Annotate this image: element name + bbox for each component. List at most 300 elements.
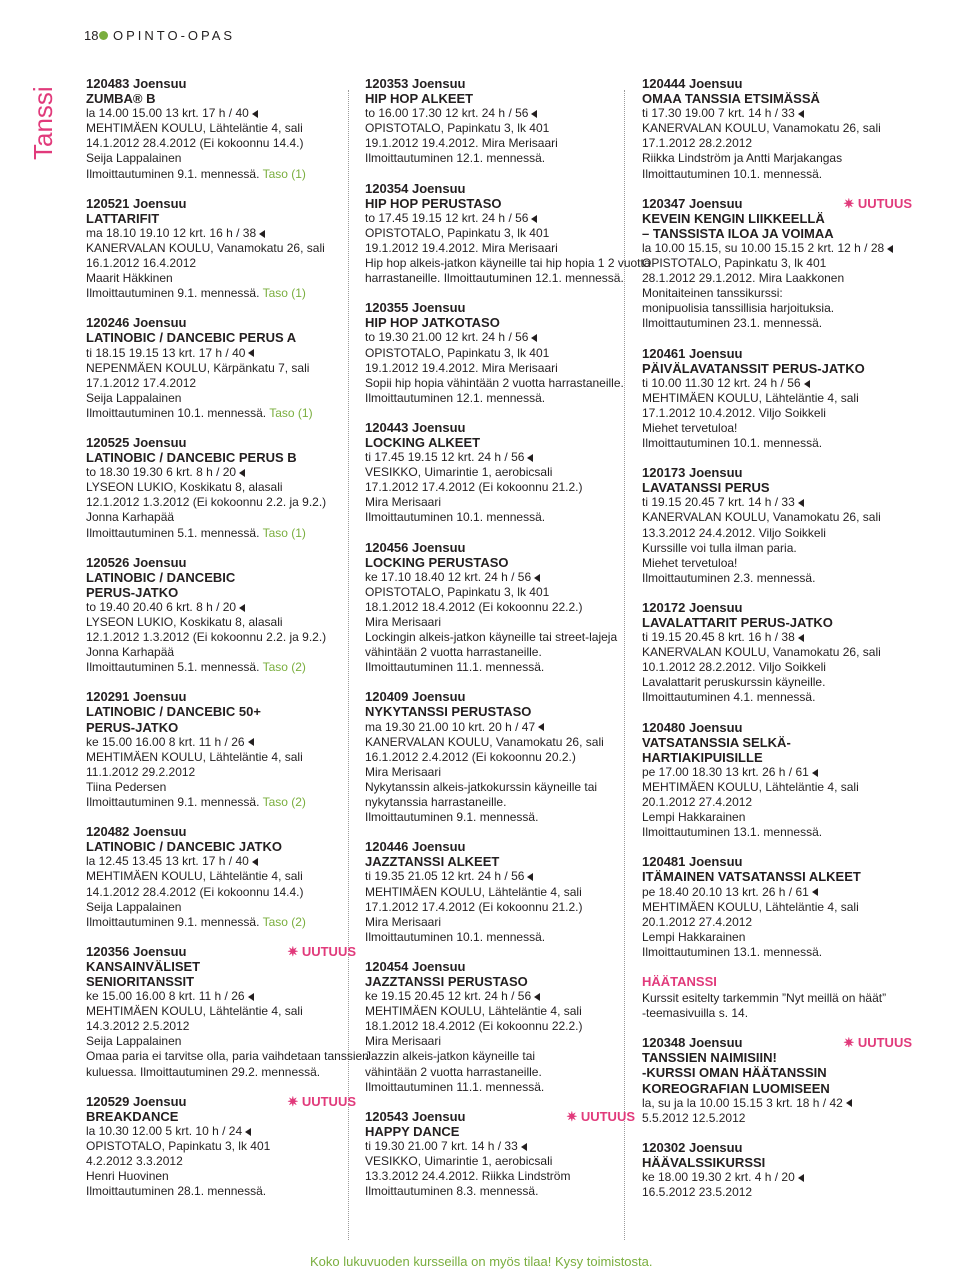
course-title: PERUS-JATKO bbox=[86, 584, 179, 600]
course-id bbox=[365, 420, 635, 435]
course-title: – TANSSISTA ILOA JA VOIMAA bbox=[642, 225, 834, 241]
course-detail-text: Ilmoittautuminen 8.3. mennessä. bbox=[365, 1184, 539, 1199]
course-detail bbox=[642, 121, 912, 136]
section-label: Tanssi bbox=[28, 86, 58, 160]
course-detail-text: ti 17.45 19.15 12 krt. 24 h / 56 bbox=[365, 450, 525, 465]
course-id bbox=[642, 720, 912, 735]
course-detail bbox=[642, 167, 912, 182]
course-title: ZUMBA® B bbox=[86, 91, 156, 107]
course-detail bbox=[642, 406, 912, 421]
course-detail bbox=[365, 361, 635, 376]
course-detail bbox=[642, 915, 912, 930]
course-detail-text: Mira Merisaari bbox=[365, 495, 442, 510]
course-block bbox=[365, 420, 635, 526]
course-detail-text: Jonna Karhapää bbox=[86, 510, 175, 525]
course-detail bbox=[86, 151, 356, 166]
triangle-icon bbox=[812, 769, 818, 777]
course-title: BREAKDANCE bbox=[86, 1108, 179, 1124]
course-detail bbox=[642, 645, 912, 660]
course-detail bbox=[642, 391, 912, 406]
triangle-icon bbox=[798, 634, 804, 642]
course-detail-text: Lempi Hakkarainen bbox=[642, 810, 746, 825]
course-detail bbox=[642, 510, 912, 525]
course-detail-text: Lockingin alkeis-jatkon käyneille tai street-lajeja bbox=[365, 630, 618, 645]
course-block bbox=[642, 1035, 912, 1126]
triangle-icon bbox=[239, 469, 245, 477]
course-detail-text: KANERVALAN KOULU, Vanamokatu 26, sali bbox=[365, 734, 604, 749]
course-detail bbox=[86, 226, 356, 241]
course-detail-text: Mira Merisaari bbox=[365, 914, 442, 929]
course-detail-text: 17.1.2012 17.4.2012 (Ei kokoonnu 21.2.) bbox=[365, 899, 583, 914]
course-detail bbox=[365, 915, 635, 930]
course-detail bbox=[642, 106, 912, 121]
course-id-text: 120172 Joensuu bbox=[642, 599, 743, 615]
course-id bbox=[365, 959, 635, 974]
course-id-text: 120291 Joensuu bbox=[86, 689, 187, 705]
course-detail-text: Ilmoittautuminen 9.1. mennessä. bbox=[86, 166, 260, 181]
course-title: -KURSSI OMAN HÄÄTANSSIN bbox=[642, 1065, 827, 1081]
course-id bbox=[365, 689, 635, 704]
triangle-icon bbox=[527, 873, 533, 881]
course-detail bbox=[365, 151, 635, 166]
course-title: PERUS-JATKO bbox=[86, 719, 179, 735]
level-label: Taso (1) bbox=[269, 405, 313, 420]
course-id-text: 120355 Joensuu bbox=[365, 300, 466, 316]
course-detail-text: la 14.00 15.00 13 krt. 17 h / 40 bbox=[86, 106, 249, 121]
course-detail-text: MEHTIMÄEN KOULU, Lähteläntie 4, sali bbox=[365, 1004, 582, 1019]
course-detail bbox=[365, 450, 635, 465]
course-detail bbox=[365, 106, 635, 121]
course-detail bbox=[365, 570, 635, 585]
triangle-icon bbox=[531, 110, 537, 118]
course-detail bbox=[365, 1139, 635, 1154]
course-detail bbox=[642, 885, 912, 900]
course-detail-text: Ilmoittautuminen 9.1. mennessä. bbox=[365, 810, 539, 825]
course-detail bbox=[365, 241, 635, 256]
course-title: JAZZTANSSI ALKEET bbox=[365, 854, 500, 870]
course-detail-text: KANERVALAN KOULU, Vanamokatu 26, sali bbox=[86, 240, 325, 255]
course-block bbox=[642, 1140, 912, 1200]
course-detail bbox=[86, 869, 356, 884]
course-id bbox=[365, 1109, 635, 1124]
course-id bbox=[642, 854, 912, 869]
course-detail bbox=[86, 1019, 356, 1034]
course-id-text: 120456 Joensuu bbox=[365, 539, 466, 555]
course-detail bbox=[86, 660, 356, 675]
course-detail bbox=[642, 1170, 912, 1185]
course-id bbox=[642, 1140, 912, 1155]
course-detail-text: Ilmoittautuminen 23.1. mennessä. bbox=[642, 316, 823, 331]
footer-note: Koko lukuvuoden kursseilla on myös tilaa! Kysy toimistosta. bbox=[310, 1254, 653, 1269]
triangle-icon bbox=[798, 110, 804, 118]
course-detail-text: 16.5.2012 23.5.2012 bbox=[642, 1185, 753, 1200]
course-detail bbox=[642, 526, 912, 541]
course-column-3 bbox=[642, 76, 912, 1214]
course-title: LATINOBIC / DANCEBIC bbox=[86, 569, 236, 585]
course-detail bbox=[642, 286, 912, 301]
new-badge: ✷ UUTUUS bbox=[287, 1093, 356, 1109]
course-detail-text: 18.1.2012 18.4.2012 (Ei kokoonnu 22.2.) bbox=[365, 599, 583, 614]
course-detail bbox=[642, 630, 912, 645]
course-id bbox=[642, 196, 912, 211]
course-id-text: 120356 Joensuu bbox=[86, 943, 187, 959]
page-header bbox=[0, 0, 960, 60]
course-detail bbox=[642, 690, 912, 705]
course-detail-text: to 19.30 21.00 12 krt. 24 h / 56 bbox=[365, 330, 529, 345]
course-detail-text: ke 19.15 20.45 12 krt. 24 h / 56 bbox=[365, 989, 532, 1004]
course-title: LATINOBIC / DANCEBIC JATKO bbox=[86, 839, 282, 855]
course-detail-text: Seija Lappalainen bbox=[86, 151, 182, 166]
course-detail bbox=[365, 630, 635, 645]
course-detail bbox=[86, 854, 356, 869]
course-detail-text: OPISTOTALO, Papinkatu 3, lk 401 bbox=[642, 256, 827, 271]
course-detail bbox=[86, 1049, 369, 1064]
course-detail-text: ke 15.00 16.00 8 krt. 11 h / 26 bbox=[86, 989, 245, 1004]
course-detail-text: la 10.00 15.15, su 10.00 15.15 2 krt. 12 h / 28 bbox=[642, 240, 885, 255]
course-detail-text: 18.1.2012 18.4.2012 (Ei kokoonnu 22.2.) bbox=[365, 1019, 583, 1034]
course-block bbox=[365, 76, 635, 167]
course-detail-text: OPISTOTALO, Papinkatu 3, lk 401 bbox=[365, 584, 550, 599]
course-detail-text: Lempi Hakkarainen bbox=[642, 929, 746, 944]
course-detail bbox=[86, 167, 356, 182]
course-id bbox=[86, 196, 356, 211]
course-detail bbox=[365, 330, 635, 345]
triangle-icon bbox=[846, 1099, 852, 1107]
course-detail bbox=[86, 465, 356, 480]
course-detail bbox=[642, 316, 912, 331]
course-detail bbox=[86, 121, 356, 136]
course-detail-text: Ilmoittautuminen 12.1. mennessä. bbox=[365, 151, 546, 166]
course-title: LATINOBIC / DANCEBIC PERUS B bbox=[86, 450, 297, 466]
level-label: Taso (2) bbox=[262, 914, 306, 929]
course-detail-text: ti 18.15 19.15 13 krt. 17 h / 40 bbox=[86, 345, 246, 360]
triangle-icon bbox=[248, 738, 254, 746]
course-detail-text: vähintään 2 vuotta harrastaneille. bbox=[365, 1064, 542, 1079]
course-detail-text: Sopii hip hopia vähintään 2 vuotta harrastaneille. bbox=[365, 375, 624, 390]
course-id-text: 120348 Joensuu bbox=[642, 1035, 743, 1051]
course-detail-text: vähintään 2 vuotta harrastaneille. bbox=[365, 645, 542, 660]
course-detail bbox=[642, 376, 912, 391]
course-detail bbox=[86, 989, 356, 1004]
course-detail bbox=[86, 735, 356, 750]
course-detail bbox=[642, 241, 912, 256]
course-detail bbox=[365, 735, 635, 750]
course-id-text: 120347 Joensuu bbox=[642, 195, 743, 211]
level-label: Taso (1) bbox=[262, 286, 306, 301]
course-detail-text: harrastaneille. Ilmoittautuminen 12.1. mennessä. bbox=[365, 271, 624, 286]
course-detail-text: VESIKKO, Uimarintie 1, aerobicsali bbox=[365, 1154, 553, 1168]
course-detail bbox=[86, 406, 356, 421]
course-id-text: 120354 Joensuu bbox=[365, 180, 466, 196]
course-detail-text: Mira Merisaari bbox=[365, 615, 442, 629]
course-detail-text: MEHTIMÄEN KOULU, Lähteläntie 4, sali bbox=[86, 869, 303, 884]
course-title: HÄÄVALSSIKURSSI bbox=[642, 1154, 766, 1170]
course-detail-text: 17.1.2012 17.4.2012 bbox=[86, 375, 197, 390]
course-detail bbox=[642, 825, 912, 840]
triangle-icon bbox=[527, 454, 533, 462]
course-detail bbox=[365, 1019, 635, 1034]
course-title: LOCKING ALKEET bbox=[365, 434, 481, 450]
course-column-1 bbox=[86, 76, 369, 1213]
course-detail bbox=[365, 495, 635, 510]
course-detail bbox=[86, 1154, 356, 1169]
course-id bbox=[642, 76, 912, 91]
course-detail-text: Ilmoittautuminen 11.1. mennessä. bbox=[365, 1079, 545, 1094]
new-badge: ✷ UUTUUS bbox=[566, 1108, 635, 1124]
course-title: LATTARIFIT bbox=[86, 210, 160, 226]
course-detail-text: Ilmoittautuminen 10.1. mennessä. bbox=[365, 510, 546, 525]
course-detail bbox=[642, 571, 912, 586]
course-detail bbox=[86, 900, 356, 915]
triangle-icon bbox=[259, 230, 265, 238]
course-detail-text: OPISTOTALO, Papinkatu 3, lk 401 bbox=[365, 345, 550, 360]
course-detail-text: MEHTIMÄEN KOULU, Lähteläntie 4, sali bbox=[365, 884, 582, 899]
course-detail bbox=[365, 930, 635, 945]
course-detail-text: ke 15.00 16.00 8 krt. 11 h / 26 bbox=[86, 734, 245, 749]
course-detail-text: 28.1.2012 29.1.2012. Mira Laakkonen bbox=[642, 271, 845, 286]
course-detail-text: 12.1.2012 1.3.2012 (Ei kokoonnu 2.2. ja 9.2.) bbox=[86, 630, 327, 645]
course-detail-text: NEPENMÄEN KOULU, Kärpänkatu 7, sali bbox=[86, 360, 310, 375]
course-detail bbox=[365, 765, 635, 780]
course-detail-text: ma 19.30 21.00 10 krt. 20 h / 47 bbox=[365, 719, 536, 734]
course-detail-text: Ilmoittautuminen 2.3. mennessä. bbox=[642, 570, 816, 585]
course-detail bbox=[365, 810, 635, 825]
new-badge: ✷ UUTUUS bbox=[843, 195, 912, 211]
course-detail bbox=[365, 465, 635, 480]
course-detail bbox=[365, 271, 635, 286]
course-detail-text: la 10.30 12.00 5 krt. 10 h / 24 bbox=[86, 1123, 243, 1138]
course-block bbox=[365, 300, 635, 406]
level-label: Taso (2) bbox=[262, 795, 306, 810]
course-block bbox=[86, 555, 356, 676]
course-block bbox=[365, 1109, 635, 1200]
course-detail-text: 16.1.2012 16.4.2012 bbox=[86, 256, 197, 271]
course-block bbox=[642, 196, 912, 332]
course-detail bbox=[642, 301, 912, 316]
course-detail bbox=[86, 1065, 356, 1080]
course-detail bbox=[365, 720, 635, 735]
course-detail-text: LYSEON LUKIO, Koskikatu 8, alasali bbox=[86, 615, 283, 629]
triangle-icon bbox=[538, 723, 544, 731]
course-id bbox=[86, 1094, 356, 1109]
course-detail bbox=[86, 526, 356, 541]
course-detail bbox=[86, 885, 356, 900]
course-detail-text: 4.2.2012 3.3.2012 bbox=[86, 1154, 183, 1168]
course-detail bbox=[365, 1184, 635, 1199]
course-detail-text: Jazzin alkeis-jatkon käyneille tai bbox=[365, 1049, 536, 1064]
course-detail-text: KANERVALAN KOULU, Vanamokatu 26, sali bbox=[642, 510, 881, 525]
course-detail-text: Miehet tervetuloa! bbox=[642, 555, 738, 570]
course-block bbox=[86, 943, 369, 1080]
triangle-icon bbox=[887, 245, 893, 253]
course-detail bbox=[365, 795, 635, 810]
triangle-icon bbox=[798, 1174, 804, 1182]
guide-title: OPINTO-OPAS bbox=[113, 28, 236, 43]
course-detail-text: ti 19.35 21.05 12 krt. 24 h / 56 bbox=[365, 869, 525, 884]
page-number: 18 bbox=[84, 28, 99, 43]
course-block bbox=[365, 959, 635, 1095]
course-detail-text: to 16.00 17.30 12 krt. 24 h / 56 bbox=[365, 106, 529, 121]
course-detail bbox=[642, 495, 912, 510]
new-badge: ✷ UUTUUS bbox=[287, 943, 356, 959]
course-detail bbox=[365, 1065, 635, 1080]
course-id-text: 120461 Joensuu bbox=[642, 345, 743, 361]
course-detail-text: ma 18.10 19.10 12 krt. 16 h / 38 bbox=[86, 225, 257, 240]
level-label: Taso (1) bbox=[262, 166, 306, 181]
course-detail bbox=[642, 675, 912, 690]
course-detail-text: ti 17.30 19.00 7 krt. 14 h / 33 bbox=[642, 106, 795, 121]
course-detail-text: ke 17.10 18.40 12 krt. 24 h / 56 bbox=[365, 569, 532, 584]
course-detail-text: Ilmoittautuminen 28.1. mennessä. bbox=[86, 1184, 267, 1199]
course-detail bbox=[642, 541, 912, 556]
course-title: SENIORITANSSIT bbox=[86, 973, 195, 989]
course-detail-text: 17.1.2012 28.2.2012 bbox=[642, 136, 753, 151]
triangle-icon bbox=[248, 993, 254, 1001]
course-title: HIP HOP JATKOTASO bbox=[365, 315, 500, 331]
course-title: TANSSIEN NAIMISIIN! bbox=[642, 1050, 777, 1066]
course-detail-text: Ilmoittautuminen 9.1. mennessä. bbox=[86, 914, 260, 929]
course-detail bbox=[642, 256, 912, 271]
course-id bbox=[86, 555, 356, 570]
course-detail bbox=[86, 1034, 356, 1049]
course-title: HIP HOP ALKEET bbox=[365, 91, 474, 107]
course-detail-text: MEHTIMÄEN KOULU, Lähteläntie 4, sali bbox=[86, 749, 303, 764]
course-id-text: 120529 Joensuu bbox=[86, 1093, 187, 1109]
course-block bbox=[86, 824, 356, 930]
course-title: LAVALATTARIT PERUS-JATKO bbox=[642, 615, 833, 630]
course-id-text: 120525 Joensuu bbox=[86, 434, 187, 450]
course-detail-text: Kurssit esitelty tarkemmin ”Nyt meillä on häät” bbox=[642, 991, 887, 1006]
course-detail bbox=[86, 915, 356, 930]
course-block bbox=[642, 600, 912, 706]
course-detail-text: pe 18.40 20.10 13 krt. 26 h / 61 bbox=[642, 884, 809, 899]
course-id-text: 120446 Joensuu bbox=[365, 839, 466, 855]
course-detail-text: MEHTIMÄEN KOULU, Lähteläntie 4, sali bbox=[642, 390, 859, 405]
course-detail-text: Maarit Häkkinen bbox=[86, 271, 173, 286]
course-detail-text: 11.1.2012 29.2.2012 bbox=[86, 764, 196, 779]
course-detail bbox=[365, 989, 635, 1004]
course-title: KOREOGRAFIAN LUOMISEEN bbox=[642, 1080, 830, 1096]
course-id-text: 120543 Joensuu bbox=[365, 1108, 466, 1124]
course-detail bbox=[365, 121, 635, 136]
course-detail-text: MEHTIMÄEN KOULU, Lähteläntie 4, sali bbox=[86, 1004, 303, 1019]
course-detail bbox=[365, 226, 635, 241]
course-detail bbox=[642, 991, 912, 1006]
course-detail bbox=[642, 930, 912, 945]
course-block bbox=[365, 689, 635, 825]
course-detail bbox=[365, 1034, 635, 1049]
triangle-icon bbox=[534, 993, 540, 1001]
course-title: HIP HOP PERUSTASO bbox=[365, 195, 502, 211]
course-detail bbox=[86, 286, 356, 301]
course-detail bbox=[365, 615, 635, 630]
course-detail bbox=[365, 391, 635, 406]
course-detail bbox=[86, 136, 356, 151]
course-id-text: 120444 Joensuu bbox=[642, 76, 743, 91]
course-detail-text: Ilmoittautuminen 10.1. mennessä. bbox=[642, 166, 823, 181]
course-detail-text: ke 18.00 19.30 2 krt. 4 h / 20 bbox=[642, 1170, 795, 1184]
course-detail-text: 14.1.2012 28.4.2012 (Ei kokoonnu 14.4.) bbox=[86, 884, 304, 899]
course-id-text: 120246 Joensuu bbox=[86, 315, 187, 331]
course-id-text: 120480 Joensuu bbox=[642, 719, 743, 735]
course-detail bbox=[86, 1124, 356, 1139]
course-title: LATINOBIC / DANCEBIC 50+ bbox=[86, 704, 261, 720]
course-block bbox=[642, 854, 912, 960]
course-id bbox=[642, 600, 912, 615]
course-detail-text: Kurssille voi tulla ilman paria. bbox=[642, 540, 797, 555]
course-id bbox=[642, 1035, 912, 1050]
course-block bbox=[86, 76, 356, 182]
course-id bbox=[642, 465, 912, 480]
course-detail bbox=[86, 795, 356, 810]
new-badge: ✷ UUTUUS bbox=[843, 1035, 912, 1051]
triangle-icon bbox=[252, 858, 258, 866]
course-detail-text: VESIKKO, Uimarintie 1, aerobicsali bbox=[365, 465, 553, 480]
course-id-text: 120481 Joensuu bbox=[642, 854, 743, 870]
course-id bbox=[86, 944, 356, 959]
course-detail-text: Henri Huovinen bbox=[86, 1169, 169, 1184]
course-title: LOCKING PERUSTASO bbox=[365, 554, 509, 570]
course-id-text: 120521 Joensuu bbox=[86, 195, 187, 211]
course-detail bbox=[642, 780, 912, 795]
course-detail bbox=[86, 361, 356, 376]
triangle-icon bbox=[531, 215, 537, 223]
course-detail bbox=[642, 660, 912, 675]
course-block bbox=[365, 180, 651, 287]
level-label: Taso (2) bbox=[262, 660, 306, 675]
course-detail bbox=[86, 600, 356, 615]
course-block bbox=[365, 839, 635, 945]
course-detail-text: pe 17.00 18.30 13 krt. 26 h / 61 bbox=[642, 764, 809, 779]
course-id-text: 120454 Joensuu bbox=[365, 958, 466, 974]
course-detail-text: KANERVALAN KOULU, Vanamokatu 26, sali bbox=[642, 121, 881, 136]
course-detail bbox=[86, 376, 356, 391]
course-detail bbox=[365, 376, 635, 391]
course-detail-text: 13.3.2012 24.4.2012. Viljo Soikkeli bbox=[642, 525, 826, 540]
bullet-dot-icon bbox=[99, 31, 108, 40]
course-detail-text: 14.3.2012 2.5.2012 bbox=[86, 1019, 190, 1034]
triangle-icon bbox=[804, 380, 810, 388]
course-detail-text: KANERVALAN KOULU, Vanamokatu 26, sali bbox=[642, 645, 881, 660]
course-detail-text: 10.1.2012 28.2.2012. Viljo Soikkeli bbox=[642, 660, 826, 675]
triangle-icon bbox=[239, 604, 245, 612]
course-title: VATSATANSSIA SELKÄ- bbox=[642, 734, 791, 750]
triangle-icon bbox=[521, 1143, 527, 1151]
course-detail bbox=[642, 810, 912, 825]
course-id bbox=[365, 76, 635, 91]
course-detail-text: Ilmoittautuminen 11.1. mennessä. bbox=[365, 660, 545, 675]
course-detail-text: OPISTOTALO, Papinkatu 3, lk 401 bbox=[365, 121, 550, 136]
course-detail bbox=[86, 480, 356, 495]
course-detail-text: LYSEON LUKIO, Koskikatu 8, alasali bbox=[86, 480, 283, 495]
course-title: JAZZTANSSI PERUSTASO bbox=[365, 973, 528, 989]
course-detail-text: Ilmoittautuminen 5.1. mennessä. bbox=[86, 525, 260, 540]
course-detail bbox=[365, 1169, 635, 1184]
course-detail bbox=[365, 1049, 635, 1064]
course-id bbox=[86, 76, 356, 91]
course-block bbox=[86, 435, 356, 541]
course-detail-text: Ilmoittautuminen 12.1. mennessä. bbox=[365, 390, 546, 405]
course-title: HARTIAKIPUISILLE bbox=[642, 749, 763, 765]
triangle-icon bbox=[812, 888, 818, 896]
course-detail bbox=[642, 556, 912, 571]
course-detail-text: MEHTIMÄEN KOULU, Lähteläntie 4, sali bbox=[642, 899, 859, 914]
course-detail-text: 19.1.2012 19.4.2012. Mira Merisaari bbox=[365, 360, 558, 375]
course-detail bbox=[365, 346, 635, 361]
course-detail bbox=[642, 765, 912, 780]
course-id bbox=[86, 824, 356, 839]
course-id bbox=[86, 689, 356, 704]
